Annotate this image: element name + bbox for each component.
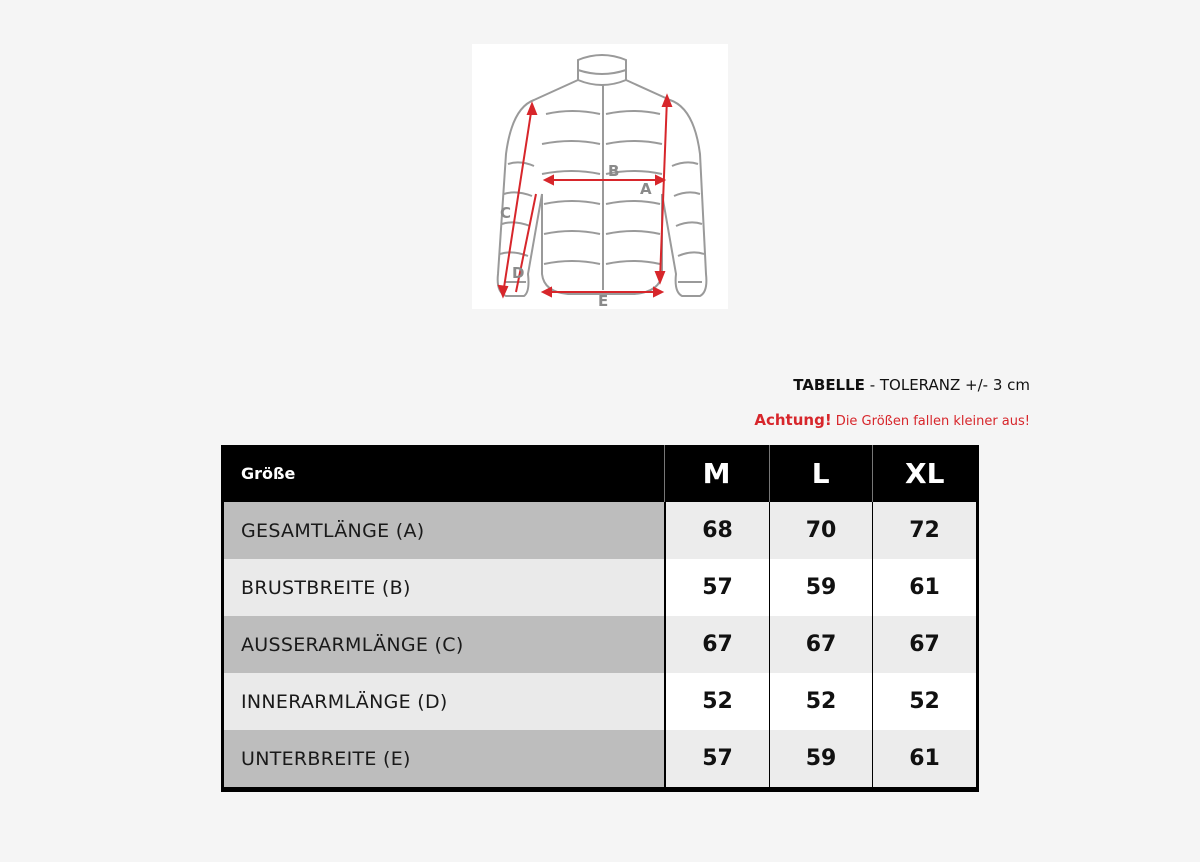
size-warning-text: Die Größen fallen kleiner aus! [831, 414, 1030, 429]
cell-value-l: 59 [770, 559, 872, 616]
row-label: UNTERBREITE (E) [224, 730, 664, 787]
header-size-m: M [664, 445, 768, 502]
cell-value-xl: 61 [873, 559, 976, 616]
label-e: E [598, 292, 609, 309]
size-warning [754, 411, 1030, 429]
table-heading-tolerance: - TOLERANZ +/- 3 cm [864, 376, 1030, 394]
cell-value-l: 59 [770, 730, 872, 787]
table-row-innerarmlaenge [224, 673, 976, 730]
cell-value-l: 70 [770, 502, 872, 559]
jacket-outline [498, 55, 707, 296]
cell-value-xl: 67 [873, 616, 976, 673]
cell-value-m: 68 [666, 502, 769, 559]
cell-value-xl: 52 [873, 673, 976, 730]
table-heading [793, 376, 1030, 394]
table-heading-bold: TABELLE [793, 376, 865, 394]
table-row-brustbreite [224, 559, 976, 616]
table-row-ausserarmlaenge [224, 616, 976, 673]
size-table [221, 445, 979, 792]
cell-value-m: 57 [666, 559, 769, 616]
table-row-gesamtlaenge [224, 502, 976, 559]
cell-value-m: 52 [666, 673, 769, 730]
size-warning-bold: Achtung! [754, 411, 832, 429]
header-size-label: Größe [241, 464, 296, 483]
row-label: INNERARMLÄNGE (D) [224, 673, 664, 730]
cell-value-l: 67 [770, 616, 872, 673]
cell-value-l: 52 [770, 673, 872, 730]
jacket-measurement-diagram [472, 44, 728, 309]
table-header-row [224, 445, 976, 502]
label-a: A [640, 180, 652, 198]
cell-value-m: 67 [666, 616, 769, 673]
cell-value-xl: 61 [873, 730, 976, 787]
label-b: B [608, 162, 620, 180]
row-label: GESAMTLÄNGE (A) [224, 502, 664, 559]
label-d: D [512, 264, 525, 282]
row-label: BRUSTBREITE (B) [224, 559, 664, 616]
cell-value-xl: 72 [873, 502, 976, 559]
table-row-unterbreite [224, 730, 976, 787]
jacket-illustration [472, 44, 728, 309]
header-size-xl: XL [872, 445, 976, 502]
cell-value-m: 57 [666, 730, 769, 787]
label-c: C [500, 204, 512, 222]
header-size-l: L [769, 445, 872, 502]
row-label: AUSSERARMLÄNGE (C) [224, 616, 664, 673]
